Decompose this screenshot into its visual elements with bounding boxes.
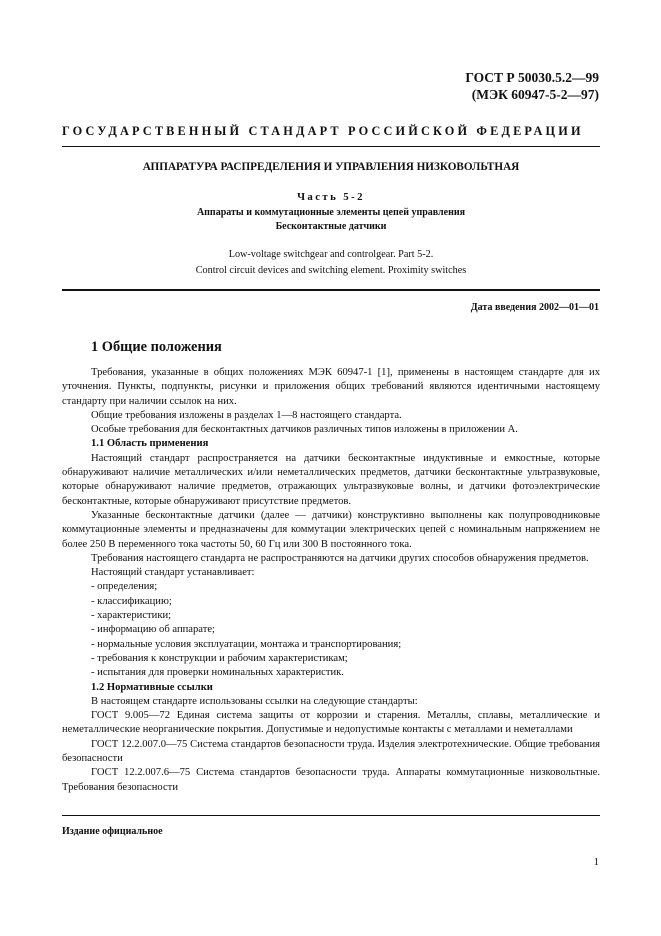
list-item: - характеристики; [91,610,172,622]
paragraph: Указанные бесконтактные датчики (далее — датчики) конструктивно выполнены как полупроводниковые коммутационные элементы и предназначены для коммутации электрических цепей с номинальным напряжением не более 250 В переменного тока частоты 50, 60 Гц или 300 В постоянного тока. [62,509,600,550]
subtitle-line-1: Аппараты и коммутационные элементы цепей управления [196,207,466,218]
paragraph: В настоящем стандарте использованы ссылки на следующие стандарты: [91,695,418,707]
paragraph: Требования настоящего стандарта не распространяются на датчики других способов обнаружения предметов. [91,552,589,564]
standard-banner: ГОСУДАРСТВЕННЫЙ СТАНДАРТ РОССИЙСКОЙ ФЕДЕРАЦИИ [62,124,584,138]
part-label: Часть 5-2 [297,191,365,203]
standard-number-block [465,69,599,103]
list-item: - нормальные условия эксплуатации, монтажа и транспортирования; [91,638,402,650]
title-divider [62,289,600,291]
subsection-heading-references: 1.2 Нормативные ссылки [91,681,213,693]
reference-item: ГОСТ 12.2.007.0—75 Система стандартов безопасности труда. Изделия электротехнические. Общие требования безопасности [62,738,600,765]
document-title: АППАРАТУРА РАСПРЕДЕЛЕНИЯ И УПРАВЛЕНИЯ НИЗКОВОЛЬТНАЯ [142,161,520,173]
reference-item: ГОСТ 12.2.007.6—75 Система стандартов безопасности труда. Аппараты коммутационные низковольтные. Требования безопасности [62,767,600,793]
list-item: - испытания для проверки номинальных характеристик. [91,667,344,679]
footer-divider [62,815,600,816]
paragraph: Настоящий стандарт распространяется на датчики бесконтактные индуктивные и емкостные, которые обнаруживают наличие металлических и/или неметаллических предметов, датчики бесконтактные ультразвуковые, которые обнаруживают наличие предметов, отражающих ультразвуковые волны, и датчики фотоэлектрические бесконтактные, которые обнаруживают присутствие предметов. [62,452,600,507]
paragraph: Особые требования для бесконтактных датчиков различных типов изложены в приложении А. [91,424,518,436]
header-divider [62,146,600,147]
english-title-line-1: Low-voltage switchgear and controlgear. Part 5-2. [228,249,434,260]
page-number: 1 [593,856,599,868]
list-item: - определения; [91,581,158,593]
paragraph: Требования, указанные в общих положениях МЭК 60947-1 [1], применены в настоящем стандарте для их уточнения. Пункты, подпункты, рисунки и приложения общих требований являются идентичными настоящему стандарту при наличии ссылок на них. [62,367,600,407]
list-item: - требования к конструкции и рабочим характеристикам; [91,652,348,664]
list-item: - классификацию; [91,595,172,607]
english-title-line-2: Control circuit devices and switching element. Proximity switches [195,265,467,276]
subsection-heading-scope: 1.1 Область применения [91,438,209,450]
paragraph: Общие требования изложены в разделах 1—8 настоящего стандарта. [91,409,402,421]
list-item: - информацию об аппарате; [91,624,215,636]
body-text [62,366,600,795]
iec-number: (МЭК 60947-5-2—97) [471,87,599,102]
edition-label: Издание официальное [62,826,163,837]
paragraph: Настоящий стандарт устанавливает: [91,567,255,579]
section-heading: 1 Общие положения [91,339,222,355]
subtitle-line-2: Бесконтактные датчики [275,221,387,232]
effective-date: Дата введения 2002—01—01 [470,302,599,313]
reference-item: ГОСТ 9.005—72 Единая система защиты от коррозии и старения. Металлы, сплавы, металлические и неметаллические неорганические покрытия. Допустимые и недопустимые контакты с металлами и неметаллами [62,710,600,736]
standard-number: ГОСТ Р 50030.5.2—99 [465,70,599,85]
